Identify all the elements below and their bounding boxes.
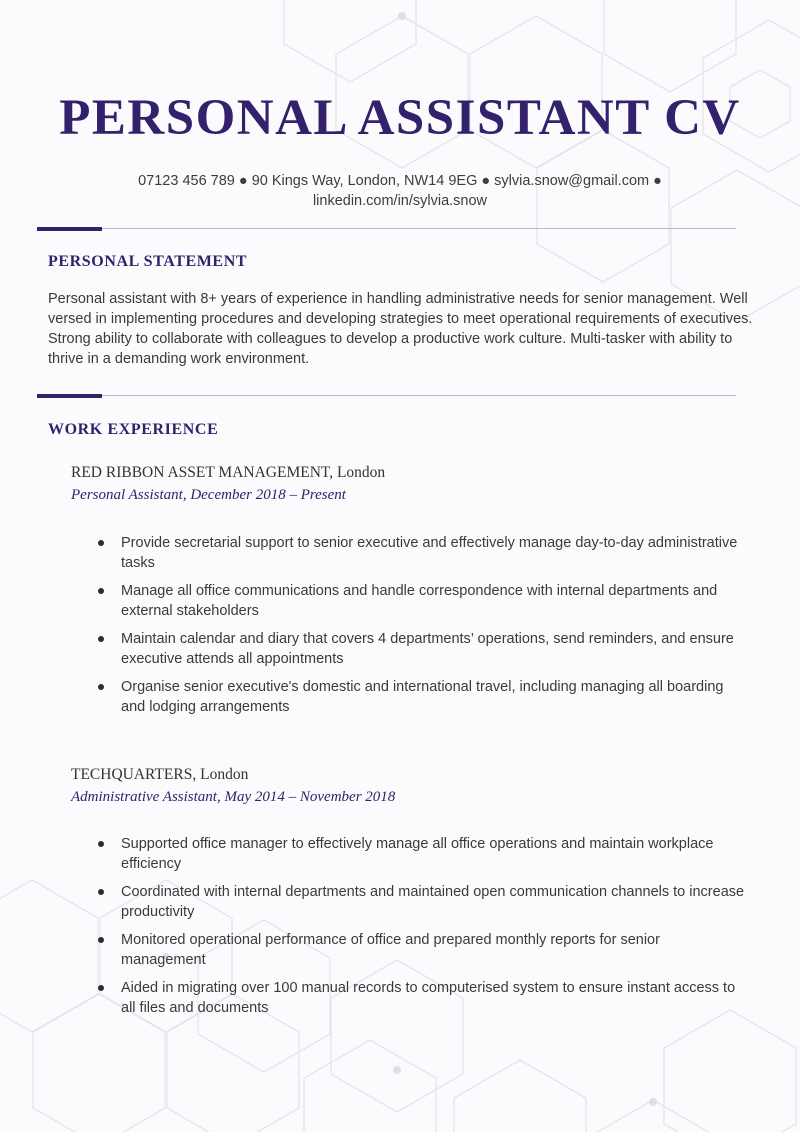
personal-statement-heading: PERSONAL STATEMENT [48, 253, 248, 270]
bullet-icon [98, 985, 104, 991]
cv-title: PERSONAL ASSISTANT CV [59, 90, 741, 146]
list-item [98, 630, 748, 669]
list-item [98, 883, 748, 922]
section-divider [37, 227, 736, 231]
section-divider [37, 394, 736, 398]
divider-line [37, 228, 736, 229]
divider-accent-bar [37, 394, 102, 398]
list-item [98, 835, 748, 874]
bullet-text: Organise senior executive's domestic and international travel, including managing all boarding and lodging arrangements [121, 679, 724, 715]
bullet-icon [98, 889, 104, 895]
list-item [98, 678, 748, 717]
job-location: , London [329, 464, 386, 481]
bullet-icon [98, 636, 104, 642]
bullet-icon [98, 937, 104, 943]
bullet-icon [98, 588, 104, 594]
bullet-icon [98, 841, 104, 847]
job-role: Personal Assistant, December 2018 – Present [71, 487, 346, 503]
bullet-text: Provide secretarial support to senior executive and effectively manage day-to-day administrative tasks [121, 535, 738, 571]
list-item [98, 979, 748, 1018]
job-company: TECHQUARTERS [71, 766, 193, 783]
personal-statement-text: Personal assistant with 8+ years of experience in handling administrative needs for senior management. Well versed in implementing procedures and developing strategies to meet operational requirements of executives. Strong ability to collaborate with colleagues to develop a productive work culture. Multi-tasker with ability to thrive in a demanding work environment. [48, 291, 753, 367]
bullet-text: Coordinated with internal departments and maintained open communication channels to increase productivity [121, 884, 745, 920]
divider-accent-bar [37, 227, 102, 231]
bullet-text: Supported office manager to effectively manage all office operations and maintain workplace efficiency [121, 836, 714, 872]
bullet-text: Manage all office communications and handle correspondence with internal departments and external stakeholders [121, 583, 718, 619]
contact-line-linkedin: linkedin.com/in/sylvia.snow [312, 193, 488, 209]
job-role: Administrative Assistant, May 2014 – November 2018 [71, 789, 396, 805]
bullet-icon [98, 540, 104, 546]
bullet-icon [98, 684, 104, 690]
job-entry [71, 462, 771, 715]
job-location: , London [192, 766, 249, 783]
list-item [98, 582, 748, 621]
divider-line [37, 395, 736, 396]
contact-details [100, 171, 700, 211]
job-bullet-list [98, 835, 748, 1027]
job-entry [71, 764, 771, 1016]
list-item [98, 931, 748, 970]
bullet-text: Monitored operational performance of office and prepared monthly reports for senior management [121, 932, 660, 968]
job-bullet-list [98, 534, 748, 726]
job-company-line [71, 462, 771, 484]
work-experience-heading: WORK EXPERIENCE [48, 421, 219, 438]
bullet-text: Aided in migrating over 100 manual records to computerised system to ensure instant access to all files and documents [121, 980, 736, 1016]
job-company-line [71, 764, 771, 786]
contact-line-primary: 07123 456 789 ● 90 Kings Way, London, NW14 9EG ● sylvia.snow@gmail.com ● [138, 173, 662, 189]
job-company: RED RIBBON ASSET MANAGEMENT [71, 464, 330, 481]
list-item [98, 534, 748, 573]
bullet-text: Maintain calendar and diary that covers 4 departments’ operations, send reminders, and ensure executive attends all appointments [121, 631, 734, 667]
